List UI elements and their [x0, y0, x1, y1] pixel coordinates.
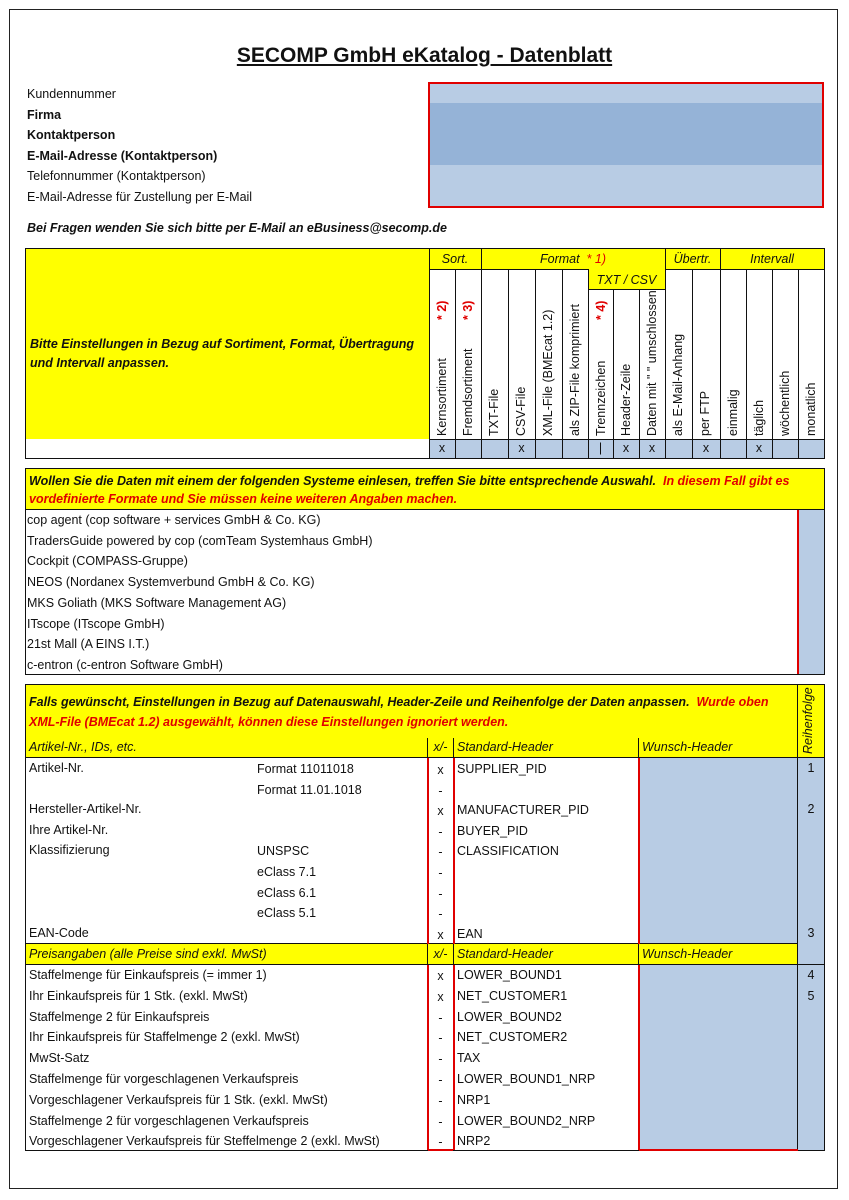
- divider: [25, 964, 825, 965]
- customer-field-label: Kontaktperson: [27, 128, 116, 142]
- section-header: Artikel-Nr., IDs, etc.: [29, 740, 137, 754]
- settings-column-label: per FTP: [698, 390, 712, 436]
- divider: [797, 685, 798, 1151]
- systems-intro-red: In diesem Fall gibt es vordefinierte Formate und Sie müssen keine weiteren Angaben machen.: [29, 474, 790, 506]
- row-standard-header: TAX: [457, 1051, 481, 1066]
- row-label: Staffelmenge für Einkaufspreis (= immer 1): [29, 968, 267, 982]
- row-flag[interactable]: -: [438, 886, 443, 901]
- row-label: Klassifizierung: [29, 843, 110, 858]
- settings-column-label: Trennzeichen: [594, 360, 608, 436]
- data-intro-red: Wurde oben XML-File (BMEcat 1.2) ausgewählt, können diese Einstellungen ignoriert werden.: [29, 695, 769, 729]
- row-flag[interactable]: -: [438, 845, 443, 860]
- row-order[interactable]: 1: [807, 761, 815, 775]
- system-item[interactable]: NEOS (Nordanex Systemverbund GmbH & Co. KG): [27, 575, 315, 590]
- divider: [25, 757, 825, 758]
- row-sub-label: Format 11.01.1018: [257, 782, 362, 797]
- row-standard-header: MANUFACTURER_PID: [457, 803, 589, 818]
- row-order[interactable]: 5: [807, 988, 815, 1003]
- row-standard-header: LOWER_BOUND1: [457, 968, 562, 982]
- divider: [797, 510, 799, 674]
- row-standard-header: SUPPLIER_PID: [457, 762, 547, 776]
- row-flag[interactable]: -: [438, 1010, 443, 1025]
- col-xminus-header: x/-: [433, 947, 448, 961]
- row-label: Staffelmenge 2 für vorgeschlagenen Verkaufspreis: [29, 1113, 309, 1128]
- customer-fields-border: [428, 82, 824, 208]
- row-flag[interactable]: x: [437, 763, 444, 777]
- divider: [562, 269, 563, 459]
- row-label: Artikel-Nr.: [29, 761, 84, 775]
- divider: [639, 1149, 798, 1151]
- divider: [588, 289, 665, 290]
- settings-value-cell[interactable]: x: [622, 441, 630, 455]
- settings-column-label: als E-Mail-Anhang: [671, 333, 685, 436]
- divider: [588, 269, 589, 459]
- system-item[interactable]: TradersGuide powered by cop (comTeam Systemhaus GmbH): [27, 533, 373, 548]
- row-sub-label: eClass 5.1: [257, 906, 317, 921]
- system-item[interactable]: ITscope (ITscope GmbH): [27, 616, 165, 631]
- divider: [720, 249, 721, 459]
- system-item[interactable]: cop agent (cop software + services GmbH & Co. KG): [27, 513, 321, 527]
- row-sub-label: UNSPSC: [257, 844, 310, 859]
- divider: [25, 509, 825, 510]
- row-flag[interactable]: -: [438, 1135, 443, 1150]
- col-wish-header: Wunsch-Header: [642, 740, 733, 754]
- systems-intro: [29, 472, 819, 508]
- row-standard-header: BUYER_PID: [457, 823, 528, 838]
- row-flag[interactable]: -: [438, 1073, 443, 1087]
- row-standard-header: EAN: [457, 926, 483, 941]
- settings-column-note: * 3): [461, 300, 475, 320]
- order-label: Reihenfolge: [801, 687, 815, 754]
- contact-note: Bei Fragen wenden Sie sich bitte per E-Mail an eBusiness@secomp.de: [27, 221, 447, 235]
- settings-column-label: wöchentlich: [778, 370, 792, 436]
- settings-column-label: täglich: [752, 399, 766, 436]
- divider: [613, 289, 614, 459]
- col-standard-header: Standard-Header: [457, 947, 553, 961]
- row-flag[interactable]: -: [438, 783, 443, 798]
- system-item[interactable]: c-entron (c-entron Software GmbH): [27, 657, 223, 672]
- col-standard-header: Standard-Header: [457, 740, 553, 754]
- row-flag[interactable]: x: [437, 927, 444, 942]
- customer-field-label: Telefonnummer (Kontaktperson): [27, 169, 206, 183]
- col-wish-header: Wunsch-Header: [642, 947, 733, 961]
- row-sub-label: Format 11011018: [257, 762, 354, 776]
- divider: [508, 269, 509, 459]
- divider: [639, 289, 640, 459]
- row-standard-header: LOWER_BOUND2: [457, 1009, 562, 1024]
- settings-instruction: Bitte Einstellungen in Bezug auf Sortiment, Format, Übertragung und Intervall anpassen.: [30, 337, 415, 370]
- system-item[interactable]: 21st Mall (A EINS I.T.): [27, 637, 150, 652]
- divider: [535, 269, 536, 459]
- data-intro: [29, 692, 791, 732]
- group-format-label: Format: [540, 252, 580, 266]
- systems-intro-black: Wollen Sie die Daten mit einem der folgenden Systeme einlesen, treffen Sie bitte entsprechende Auswahl.: [29, 474, 657, 488]
- system-item[interactable]: MKS Goliath (MKS Software Management AG): [27, 595, 287, 610]
- section-header: Preisangaben (alle Preise sind exkl. MwSt): [29, 947, 267, 961]
- row-order[interactable]: 4: [807, 968, 815, 982]
- divider: [429, 439, 825, 440]
- row-label: Staffelmenge 2 für Einkaufspreis: [29, 1009, 210, 1024]
- customer-field-label: E-Mail-Adresse für Zustellung per E-Mail: [27, 189, 253, 204]
- divider: [772, 269, 773, 459]
- settings-value-cell[interactable]: x: [755, 441, 763, 455]
- row-label: Ihr Einkaufspreis für 1 Stk. (exkl. MwSt): [29, 988, 248, 1003]
- settings-column-label: XML-File (BMEcat 1.2): [541, 309, 555, 436]
- row-flag[interactable]: x: [437, 969, 444, 983]
- divider: [665, 269, 825, 270]
- system-item[interactable]: Cockpit (COMPASS-Gruppe): [27, 554, 188, 569]
- row-flag[interactable]: -: [438, 907, 443, 922]
- group-sort: Sort.: [441, 252, 469, 266]
- row-standard-header: NET_CUSTOMER2: [457, 1030, 568, 1045]
- settings-column-label: Header-Zeile: [619, 363, 633, 436]
- row-order[interactable]: 2: [807, 802, 815, 817]
- divider: [638, 965, 640, 1150]
- settings-column-label: als ZIP-File komprimiert: [568, 304, 582, 436]
- settings-column-label: einmalig: [726, 389, 740, 436]
- row-label: Staffelmenge für vorgeschlagenen Verkaufspreis: [29, 1072, 299, 1086]
- row-standard-header: NRP1: [457, 1092, 491, 1107]
- settings-column-label: Fremdsortiment: [461, 348, 475, 436]
- row-flag[interactable]: -: [438, 1031, 443, 1046]
- settings-value-cell[interactable]: |: [598, 441, 603, 455]
- row-standard-header: CLASSIFICATION: [457, 844, 559, 859]
- row-flag[interactable]: x: [437, 804, 444, 819]
- settings-column-label: Kernsortiment: [435, 358, 449, 436]
- divider: [746, 269, 747, 459]
- divider: [25, 943, 798, 944]
- row-label: Vorgeschlagener Verkaufspreis für Steffelmenge 2 (exkl. MwSt): [29, 1134, 380, 1149]
- settings-column-label: monatlich: [804, 382, 818, 436]
- row-flag[interactable]: -: [438, 1093, 443, 1108]
- divider: [798, 269, 799, 459]
- customer-field-label: Firma: [27, 107, 62, 122]
- row-standard-header: LOWER_BOUND1_NRP: [457, 1072, 596, 1086]
- settings-column-note: * 2): [435, 300, 449, 320]
- row-standard-header: LOWER_BOUND2_NRP: [457, 1113, 596, 1128]
- divider: [429, 249, 430, 459]
- divider: [665, 249, 666, 459]
- settings-column-label: Daten mit " " umschlossen: [645, 290, 659, 436]
- group-txtcsv: TXT / CSV: [596, 273, 657, 287]
- row-flag[interactable]: -: [438, 866, 443, 880]
- settings-column-note: * 4): [594, 300, 608, 320]
- group-interval: Intervall: [750, 252, 794, 266]
- row-flag[interactable]: -: [438, 824, 443, 839]
- divider: [429, 269, 588, 270]
- settings-value-cell[interactable]: x: [438, 441, 446, 455]
- customer-field-label: E-Mail-Adresse (Kontaktperson): [27, 148, 218, 163]
- row-label: Ihre Artikel-Nr.: [29, 822, 109, 837]
- group-format-note: * 1): [586, 252, 606, 266]
- row-label: Ihr Einkaufspreis für Staffelmenge 2 (exkl. MwSt): [29, 1030, 300, 1045]
- settings-column-label: CSV-File: [514, 386, 528, 436]
- divider: [481, 249, 482, 459]
- customer-field-label: Kundennummer: [27, 87, 116, 101]
- group-transfer: Übertr.: [673, 252, 712, 266]
- row-order[interactable]: 3: [807, 925, 815, 940]
- row-flag[interactable]: -: [438, 1114, 443, 1129]
- settings-value-cell[interactable]: x: [648, 441, 656, 455]
- page-title: SECOMP GmbH eKatalog - Datenblatt: [236, 44, 613, 67]
- divider: [455, 269, 456, 459]
- row-standard-header: NET_CUSTOMER1: [457, 988, 568, 1003]
- group-format: [481, 252, 665, 266]
- row-sub-label: eClass 7.1: [257, 865, 317, 879]
- row-flag[interactable]: x: [437, 989, 444, 1004]
- divider: [692, 269, 693, 459]
- settings-column-label: TXT-File: [487, 388, 501, 436]
- row-sub-label: eClass 6.1: [257, 885, 317, 900]
- row-label: Hersteller-Artikel-Nr.: [29, 802, 142, 817]
- settings-value-cell[interactable]: x: [702, 441, 710, 455]
- divider: [638, 758, 640, 944]
- data-intro-black: Falls gewünscht, Einstellungen in Bezug auf Datenauswahl, Header-Zeile und Reihenfolge der Daten anpassen.: [29, 695, 690, 709]
- row-label: EAN-Code: [29, 925, 89, 940]
- row-label: Vorgeschlagener Verkaufspreis für 1 Stk. (exkl. MwSt): [29, 1092, 328, 1107]
- row-label: MwSt-Satz: [29, 1051, 90, 1066]
- col-xminus-header: x/-: [433, 740, 448, 754]
- row-flag[interactable]: -: [438, 1052, 443, 1067]
- row-standard-header: NRP2: [457, 1134, 491, 1149]
- settings-value-cell[interactable]: x: [518, 441, 525, 455]
